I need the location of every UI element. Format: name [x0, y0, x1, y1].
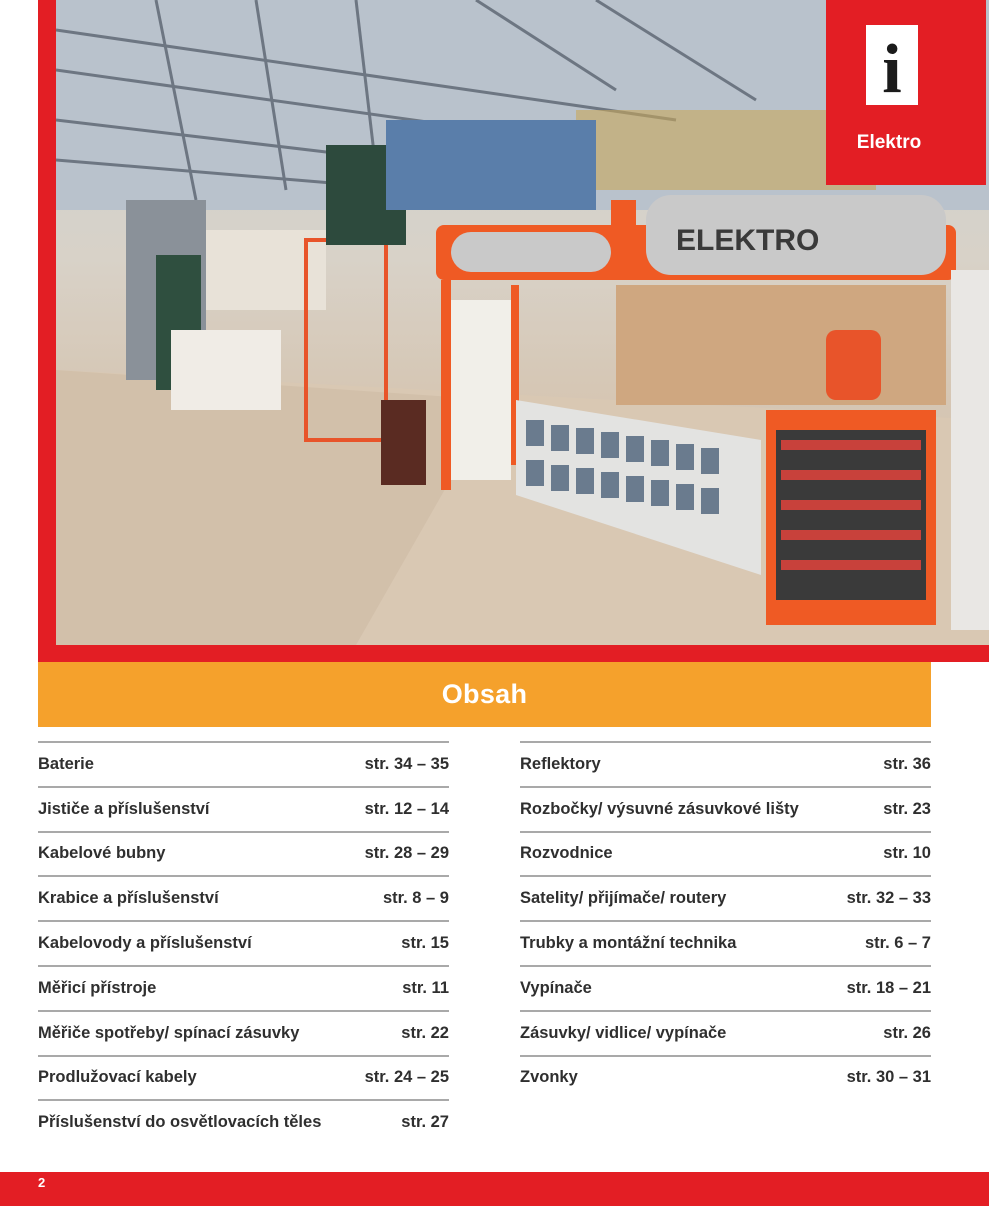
toc-entry-pages: str. 12 – 14	[364, 799, 449, 818]
footer-bar	[0, 1172, 989, 1206]
toc-entry	[38, 741, 449, 786]
toc-entry-label: Zásuvky/ vidlice/ vypínače	[520, 1023, 727, 1042]
toc-entry-label: Krabice a příslušenství	[38, 889, 219, 908]
toc-entry-label: Kabelovody a příslušenství	[38, 934, 252, 953]
toc-entry-label: Příslušenství do osvětlovacích těles	[38, 1113, 322, 1132]
store-photo	[56, 0, 989, 645]
toc-entry	[38, 831, 449, 876]
toc-entry	[38, 786, 449, 831]
booth-sign-text: ELEKTRO	[676, 224, 820, 257]
toc-entry-label: Satelity/ přijímače/ routery	[520, 889, 727, 908]
toc-entry-label: Prodlužovací kabely	[38, 1068, 197, 1087]
toc-entry	[38, 1010, 449, 1055]
toc-entry-label: Měřicí přístroje	[38, 978, 157, 997]
toc-entry	[520, 920, 931, 965]
toc-entry-pages: str. 36	[883, 754, 931, 773]
toc-left-column	[38, 741, 449, 1144]
toc-entry-label: Zvonky	[520, 1068, 578, 1087]
toc-entry-pages: str. 32 – 33	[846, 889, 931, 908]
toc-entry-pages: str. 23	[883, 799, 931, 818]
svg-text:i: i	[882, 31, 902, 108]
toc-entry-pages: str. 11	[402, 978, 449, 997]
toc-entry	[520, 1010, 931, 1055]
toc-entry	[520, 875, 931, 920]
toc-entry	[520, 831, 931, 876]
toc-entry-label: Rozbočky/ výsuvné zásuvkové lišty	[520, 799, 799, 818]
page-title: Obsah	[441, 679, 528, 709]
title-band	[38, 662, 931, 727]
toc-entry-pages: str. 10	[883, 844, 931, 863]
toc-entry	[520, 1055, 931, 1100]
toc-entry-pages: str. 30 – 31	[846, 1068, 931, 1087]
toc-entry-label: Baterie	[38, 754, 94, 773]
toc-entry-label: Reflektory	[520, 754, 601, 773]
toc-entry-pages: str. 18 – 21	[846, 978, 931, 997]
toc-entry-label: Kabelové bubny	[38, 844, 166, 863]
info-sign-text: Elektro	[856, 132, 922, 153]
toc-entry-pages: str. 15	[401, 934, 449, 953]
toc-entry-pages: str. 28 – 29	[364, 844, 449, 863]
toc-entry	[38, 875, 449, 920]
toc-entry	[38, 920, 449, 965]
toc-entry	[520, 786, 931, 831]
toc-entry	[38, 1055, 449, 1100]
toc-entry-pages: str. 26	[883, 1023, 931, 1042]
toc-right-column	[520, 741, 931, 1099]
toc-entry-pages: str. 27	[401, 1113, 449, 1132]
toc-entry-label: Vypínače	[520, 978, 592, 997]
toc-entry	[38, 1099, 449, 1144]
toc-entry	[520, 965, 931, 1010]
page-number: 2	[38, 1175, 46, 1190]
toc-entry	[38, 965, 449, 1010]
toc-entry-pages: str. 24 – 25	[364, 1068, 449, 1087]
toc-entry-pages: str. 22	[401, 1023, 449, 1042]
toc-entry-pages: str. 8 – 9	[382, 889, 449, 908]
toc-entry-label: Jističe a příslušenství	[38, 799, 210, 818]
toc-entry-label: Trubky a montážní technika	[520, 934, 737, 953]
toc-entry-label: Měřiče spotřeby/ spínací zásuvky	[38, 1023, 300, 1042]
toc-entry-pages: str. 6 – 7	[864, 934, 931, 953]
toc-entry-label: Rozvodnice	[520, 844, 613, 863]
toc-entry-pages: str. 34 – 35	[364, 754, 449, 773]
toc-entry	[520, 741, 931, 786]
